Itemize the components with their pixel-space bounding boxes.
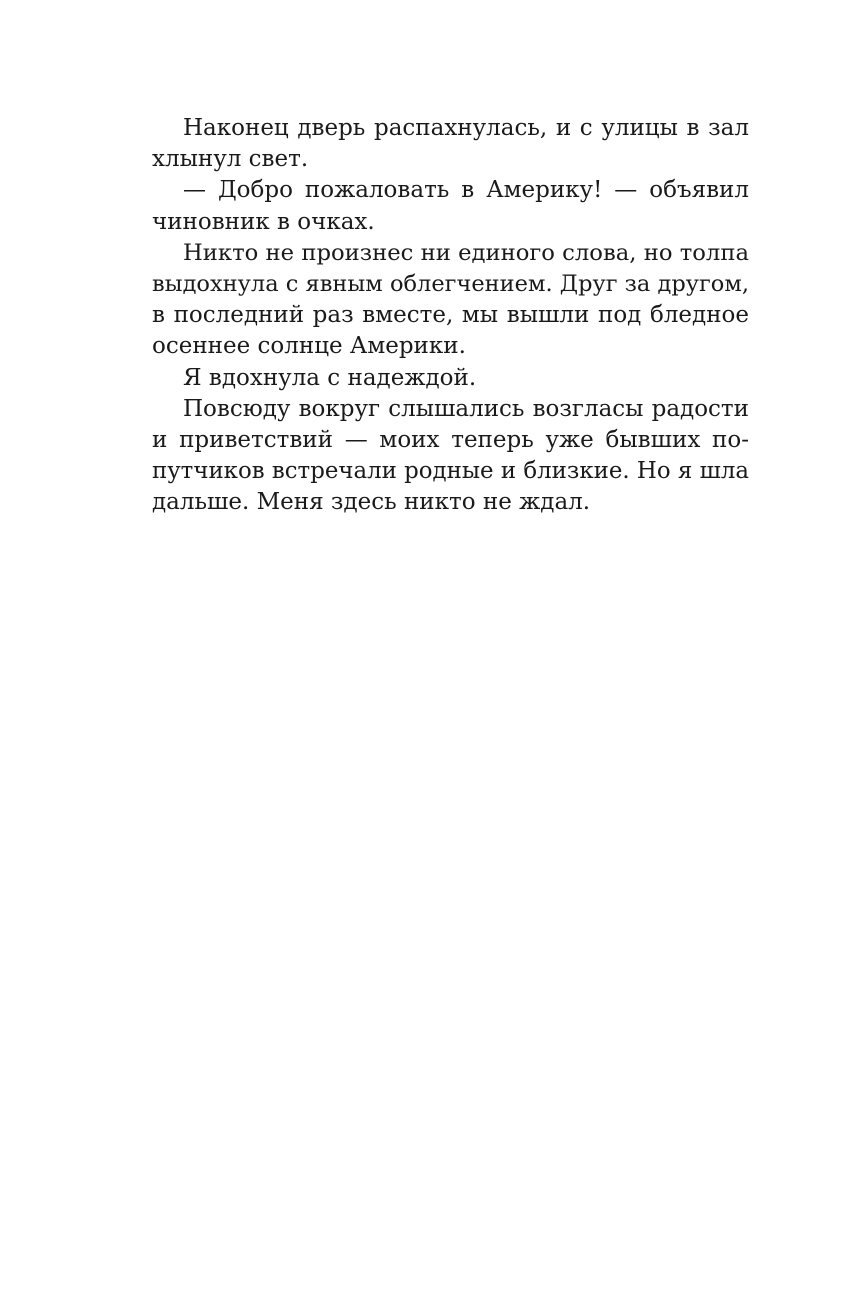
text-line: путчиков встречали родные и близкие. Но я шла (152, 458, 749, 485)
text-line: хлынул свет. (152, 146, 309, 173)
text-line: и приветствий — моих теперь уже бывших по- (152, 426, 749, 453)
text-line: дальше. Меня здесь никто не ждал. (152, 489, 591, 516)
text-line: — Добро пожаловать в Америку! — объявил (183, 177, 749, 204)
text-line: Я вдохнула с надеждой. (183, 364, 477, 391)
text-line: выдохнула с явным облегчением. Друг за другом, (152, 270, 749, 297)
text-line: осеннее солнце Америки. (152, 333, 466, 360)
page-text (152, 113, 749, 518)
text-line: в последний раз вместе, мы вышли под бледное (152, 302, 749, 329)
text-line: Никто не произнес ни единого слова, но толпа (183, 239, 749, 266)
text-line: Наконец дверь распахнулась, и с улицы в зал (183, 115, 749, 141)
text-line: Повсюду вокруг слышались возгласы радости (183, 395, 749, 422)
text-line: чиновник в очках. (152, 208, 375, 235)
